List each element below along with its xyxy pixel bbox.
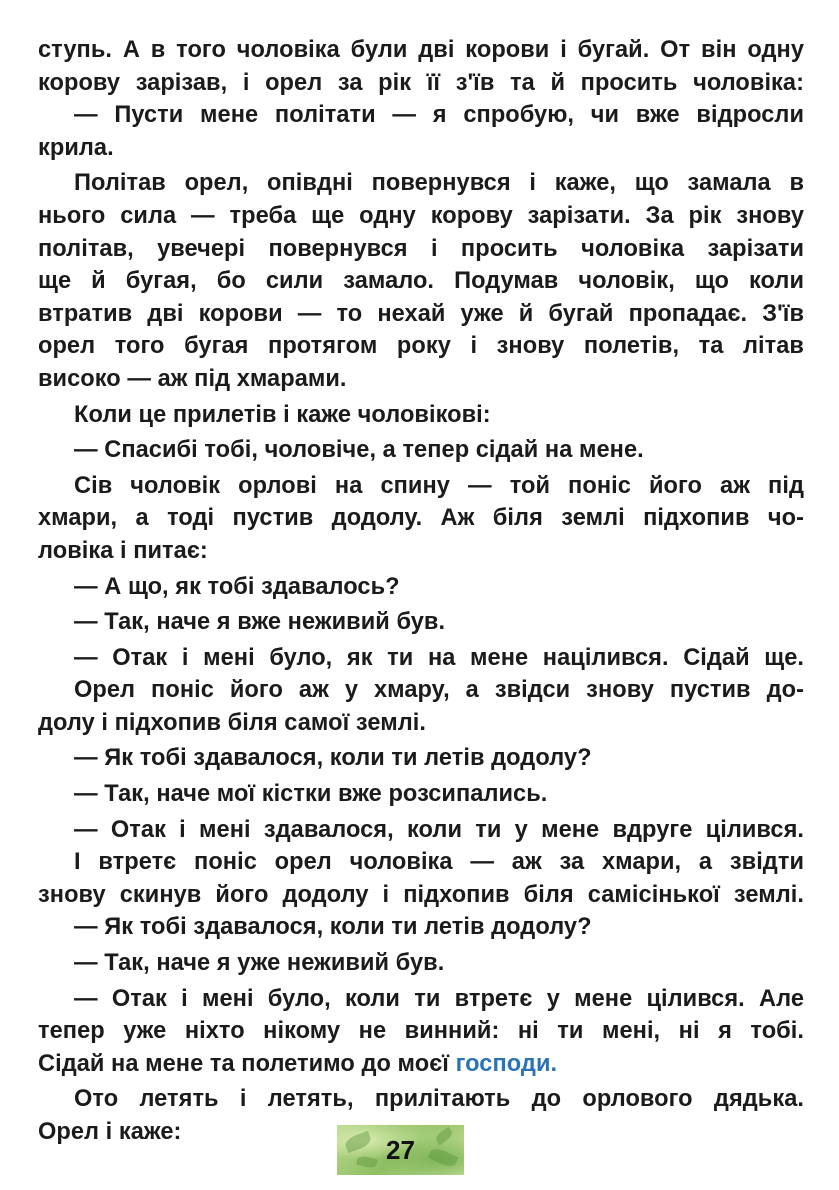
- text-line-content: хмари, а тоді пустив додолу. Аж біля землі підхопив чо-: [38, 505, 804, 532]
- text-line: [38, 642, 804, 675]
- text-line-content: високо — аж під хмарами.: [38, 365, 347, 392]
- text-line: [38, 1083, 804, 1116]
- text-line: [38, 879, 804, 912]
- text-line-content: Коли це прилетів і каже чоловікові:: [74, 401, 491, 428]
- text-line-content: політав, увечері повернувся і просить чоловіка зарізати: [38, 235, 804, 262]
- text-line: [38, 778, 804, 811]
- text-line: [38, 34, 804, 67]
- text-line: [38, 298, 804, 331]
- text-line: [38, 846, 804, 879]
- text-line: [38, 67, 804, 100]
- text-line: [38, 434, 804, 467]
- page-number-badge: [337, 1125, 464, 1175]
- text-line-content: — А що, як тобі здавалось?: [74, 573, 400, 600]
- text-line: [38, 983, 804, 1016]
- text-line-content: Сідай на мене та полетимо до моєї: [38, 1050, 449, 1077]
- text-line-content: крила.: [38, 134, 114, 161]
- text-line: [38, 707, 804, 740]
- text-line: [38, 363, 804, 396]
- text-line-content: ступь. А в того чоловіка були дві корови і бугай. От він одну: [38, 37, 804, 63]
- text-line-content: корову зарізав, і орел за рік її з'їв та й просить чоловіка:: [38, 69, 804, 96]
- text-line: [38, 742, 804, 775]
- text-line-content: — Як тобі здавалося, коли ти летів додолу?: [74, 914, 592, 941]
- text-line-content: ловіка і питає:: [38, 537, 208, 564]
- text-line-content: втратив дві корови — то нехай уже й бугай пропадає. З'їв: [38, 300, 804, 327]
- text-line-content: — Так, наче мої кістки вже розсипались.: [74, 781, 548, 808]
- text-line: [38, 399, 804, 432]
- text-line: [38, 814, 804, 847]
- text-line-content: Ото летять і летять, прилітають до орлового дядька.: [74, 1086, 804, 1113]
- text-line-content: тепер уже ніхто нікому не винний: ні ти мені, ні я тобі.: [38, 1018, 804, 1045]
- text-line-content: Орел поніс його аж у хмару, а звідси знову пустив до-: [74, 677, 804, 704]
- text-line-content: — Спасибі тобі, чоловіче, а тепер сідай на мене.: [74, 437, 644, 464]
- text-line-content: Політав орел, опівдні повернувся і каже, що замала в: [74, 170, 804, 197]
- text-line-content: Сів чоловік орлові на спину — той поніс його аж під: [74, 472, 804, 499]
- text-line: [38, 1015, 804, 1048]
- text-line-content: — Отак і мені здавалося, коли ти у мене вдруге цілився.: [74, 816, 804, 843]
- text-line-content: — Отак і мені було, коли ти втретє у мене цілився. Але: [74, 985, 804, 1012]
- text-line-content: долу і підхопив біля самої землі.: [38, 709, 426, 736]
- text-line: [38, 911, 804, 944]
- text-line: [38, 535, 804, 568]
- text-line: [38, 470, 804, 503]
- text-line-content: — Пусти мене політати — я спробую, чи вже відросли: [74, 102, 804, 129]
- text-line-content: — Отак і мені було, як ти на мене націлився. Сідай ще.: [74, 644, 804, 671]
- text-line-content: — Так, наче я вже неживий був.: [74, 609, 446, 636]
- page-text: [38, 34, 804, 1149]
- text-line: [38, 571, 804, 604]
- text-line: [38, 200, 804, 233]
- text-line: [38, 330, 804, 363]
- text-line: [38, 167, 804, 200]
- text-line-content: ще й бугая, бо сили замало. Подумав чоловік, що коли: [38, 268, 804, 295]
- text-line: [38, 606, 804, 639]
- page-number: 27: [386, 1135, 415, 1165]
- text-line: [38, 674, 804, 707]
- text-line: [38, 947, 804, 980]
- text-line: [38, 99, 804, 132]
- text-line: [38, 1048, 804, 1081]
- text-line-content: орел того бугая протягом року і знову полетів, та літав: [38, 333, 804, 360]
- text-line-content: нього сила — треба ще одну корову зарізати. За рік знову: [38, 202, 804, 229]
- text-line-content: — Як тобі здавалося, коли ти летів додолу?: [74, 745, 592, 772]
- text-line: [38, 132, 804, 165]
- text-line-content: Орел і каже:: [38, 1119, 182, 1145]
- text-line: [38, 502, 804, 535]
- text-line-content: І втретє поніс орел чоловіка — аж за хмари, а звідти: [74, 849, 804, 876]
- text-line: [38, 233, 804, 266]
- text-line-content: — Так, наче я уже неживий був.: [74, 950, 445, 977]
- text-line: [38, 265, 804, 298]
- glossary-word: господи.: [455, 1050, 558, 1077]
- text-line-content: знову скинув його додолу і підхопив біля самісінької землі.: [38, 881, 804, 908]
